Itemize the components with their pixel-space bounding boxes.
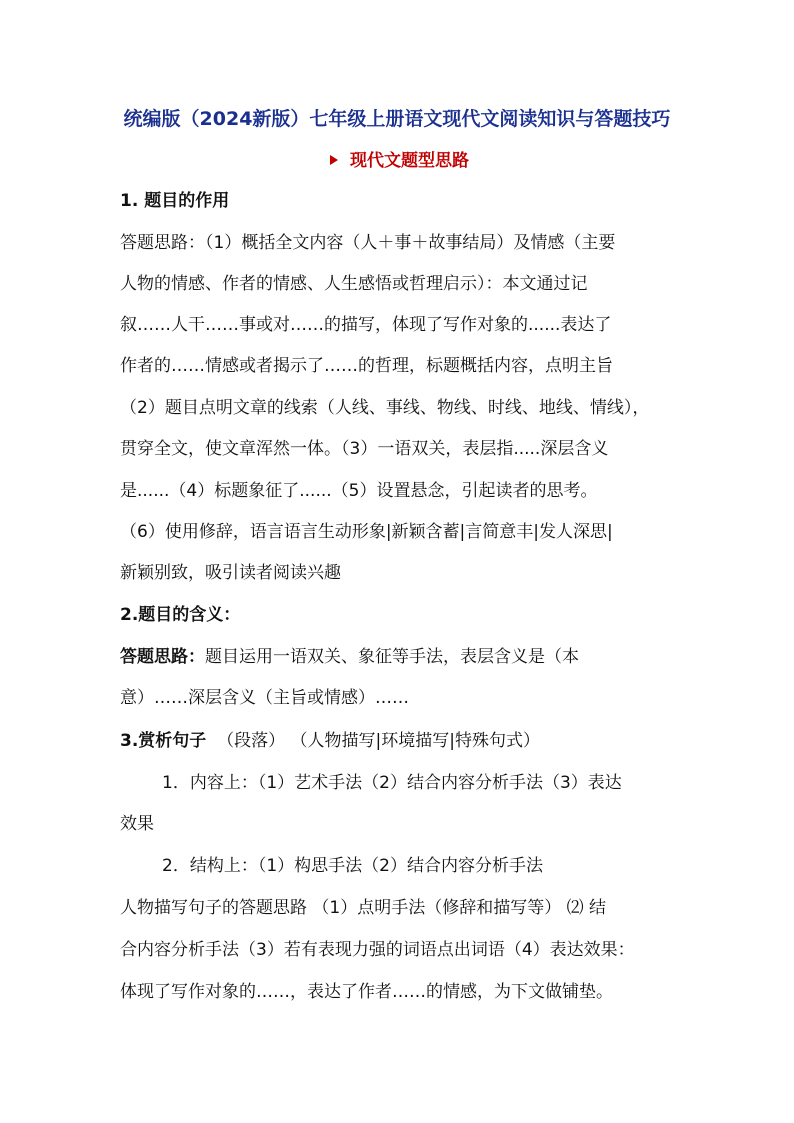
document-title: 统编版（2024新版）七年级上册语文现代文阅读知识与答题技巧 [123, 108, 671, 130]
heading-title-meaning: 2.题目的含义： [120, 605, 241, 625]
paragraph-line: 效果 [120, 814, 154, 834]
section-subtitle [330, 146, 469, 171]
subtitle-text: 现代文题型思路 [350, 151, 469, 171]
paragraph-line: 2．结构上：（1）构思手法（2）结合内容分析手法 [162, 856, 543, 876]
paragraph-line: 是......（4）标题象征了......（5）设置悬念，引起读者的思考。 [120, 481, 598, 501]
answer-label: 答题思路： [120, 647, 205, 667]
heading-sentence-analysis [120, 729, 540, 753]
answer-text: 题目运用一语双关、象征等手法，表层含义是（本 [205, 647, 579, 667]
paragraph-line: 人物的情感、作者的情感、人生感悟或哲理启示）：本文通过记 [120, 274, 588, 294]
paragraph-line: 合内容分析手法（3）若有表现力强的词语点出词语（4）表达效果： [120, 940, 635, 960]
arrow-bullet-icon [330, 155, 338, 165]
paragraph-line: 新颖别致，吸引读者阅读兴趣 [120, 563, 341, 583]
heading-rest: （段落） （人物描写|环境描写|特殊句式） [217, 731, 540, 751]
paragraph-line: 叙……人干……事或对……的描写，体现了写作对象的......表达了 [120, 315, 612, 335]
paragraph-line: 体现了写作对象的……，表达了作者……的情感，为下文做铺垫。 [120, 982, 613, 1002]
paragraph-line: 1．内容上：（1）艺术手法（2）结合内容分析手法（3）表达 [162, 773, 622, 793]
heading-title-function: 1. 题目的作用 [120, 191, 230, 211]
paragraph-line [120, 645, 579, 669]
paragraph-line: 贯穿全文，使文章浑然一体。（3）一语双关，表层指.....深层含义 [120, 439, 609, 459]
paragraph-line: 意）……深层含义（主旨或情感）…… [120, 688, 409, 708]
paragraph-line: 人物描写句子的答题思路 （1）点明手法（修辞和描写等） ⑵ 结 [120, 898, 607, 918]
heading-main: 3.赏析句子 [120, 731, 207, 751]
paragraph-line: （2）题目点明文章的线索（人线、事线、物线、时线、地线、情线）， [120, 398, 650, 418]
paragraph-line: 作者的……情感或者揭示了……的哲理，标题概括内容，点明主旨 [120, 356, 613, 376]
paragraph-line: （6）使用修辞，语言语言生动形象|新颖含蓄|言简意丰|发人深思| [120, 522, 613, 542]
paragraph-line: 答题思路：（1）概括全文内容（人＋事＋故事结局）及情感（主要 [120, 233, 616, 253]
